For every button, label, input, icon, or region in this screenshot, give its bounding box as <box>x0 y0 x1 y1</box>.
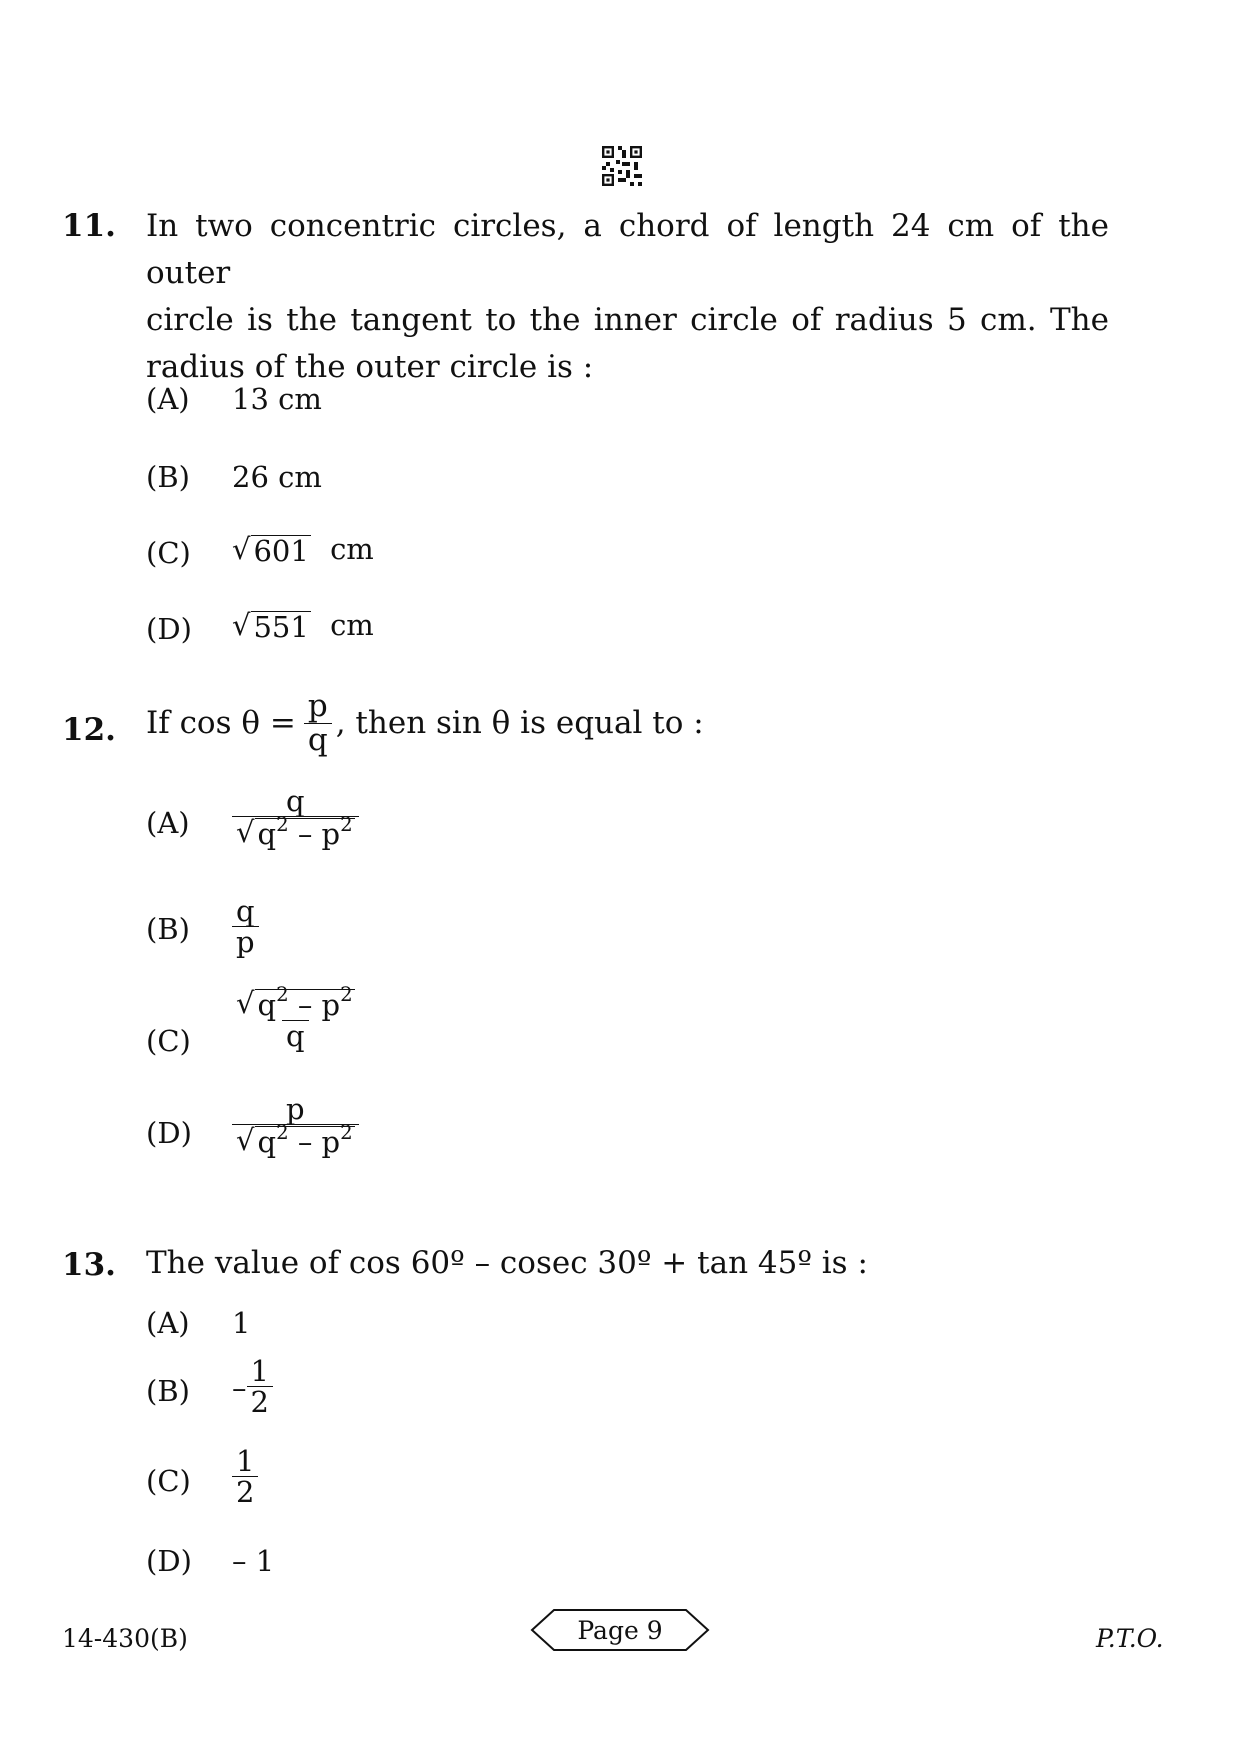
option-label: (C) <box>146 536 191 570</box>
square-root: √ 551 <box>232 608 309 644</box>
fraction: $\frac{q}{p}$ <box>232 896 259 959</box>
pto-text: P.T.O. <box>1096 1624 1164 1653</box>
fraction: √ $q^2 - p^2$ q <box>236 983 353 1054</box>
question-line: radius of the outer circle is : <box>146 349 594 385</box>
option-label: (B) <box>146 1374 190 1408</box>
option-value: 26 cm <box>232 460 322 494</box>
question-number: 13. <box>62 1247 116 1283</box>
fraction: $\frac{1}{2}$ <box>247 1356 273 1419</box>
option-value: – 1 <box>232 1544 275 1578</box>
question-text: The value of cos 60º – cosec 30º + tan 45º is : <box>146 1245 868 1281</box>
square-root: √ 601 <box>232 532 309 568</box>
fraction: $\frac{1}{2}$ <box>232 1446 258 1509</box>
option-label: (C) <box>146 1464 191 1498</box>
fraction: $\frac{p}{q}$ <box>304 690 332 756</box>
option-label: (D) <box>146 612 192 646</box>
page-number-badge <box>530 1608 710 1652</box>
option-value <box>232 896 259 959</box>
option-value: √ 551 cm <box>232 608 374 644</box>
option-label: (B) <box>146 912 190 946</box>
option-label: (A) <box>146 1306 190 1340</box>
option-value: √ 601 cm <box>232 532 374 568</box>
qr-code-icon <box>602 146 642 186</box>
question-number: 11. <box>62 208 116 244</box>
page-number: Page 9 <box>577 1616 663 1645</box>
fraction: p √ $q^2 - p^2$ <box>232 1094 359 1158</box>
option-label: (A) <box>146 806 190 840</box>
option-value: 1 <box>232 1306 251 1340</box>
question-line: In two concentric circles, a chord of length 24 cm of the outer <box>146 208 1109 291</box>
option-value: – $\frac{1}{2}$ <box>232 1356 273 1419</box>
option-label: (D) <box>146 1116 192 1150</box>
option-label: (B) <box>146 460 190 494</box>
option-value: 13 cm <box>232 382 322 416</box>
paper-code: 14-430(B) <box>62 1624 188 1653</box>
question-line: circle is the tangent to the inner circle of radius 5 cm. The <box>146 302 1109 338</box>
question-text: If cos θ = $\frac{p}{q}$ , then sin θ is equal to : <box>146 688 704 758</box>
option-value <box>232 1446 258 1509</box>
question-number: 12. <box>62 712 116 748</box>
option-value <box>232 983 359 1054</box>
option-label: (A) <box>146 382 190 416</box>
fraction: q √ $q^2 - p^2$ <box>232 786 359 850</box>
question-text <box>146 203 1109 391</box>
option-value <box>232 786 359 850</box>
option-value <box>232 1094 359 1158</box>
option-label: (C) <box>146 1024 191 1058</box>
option-label: (D) <box>146 1544 192 1578</box>
